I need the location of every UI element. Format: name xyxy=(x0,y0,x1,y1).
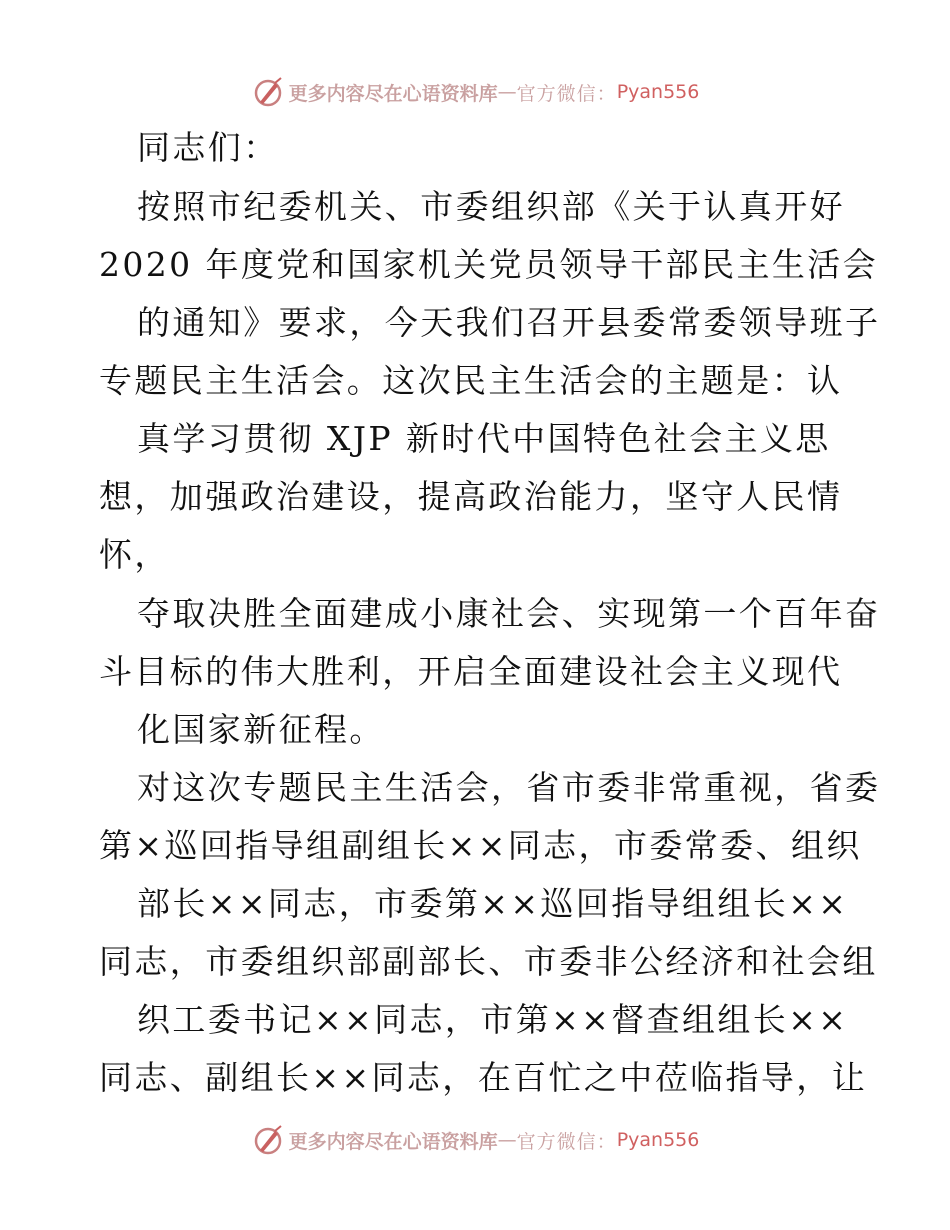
text-line: 2020 年度党和国家机关党员领导干部民主生活会 xyxy=(99,245,879,284)
watermark-dash: — xyxy=(497,1129,517,1151)
text-line: 同志、副组长××同志，在百忙之中莅临指导，让 xyxy=(99,1058,868,1097)
watermark-brand: 更多内容尽在心语资料库 xyxy=(288,1130,498,1153)
text-line: 夺取决胜全面建成小康社会、实现第一个百年奋 xyxy=(137,594,881,633)
footer-watermark xyxy=(0,1120,950,1160)
text-line: 织工委书记××同志，市第××督查组组长×× xyxy=(137,1000,849,1039)
text-line: 怀， xyxy=(99,535,170,574)
text-line: 想，加强政治建设，提高政治能力，坚守人民情 xyxy=(99,477,843,516)
salutation: 同志们： xyxy=(137,128,279,167)
text-line: 斗目标的伟大胜利，开启全面建设社会主义现代 xyxy=(99,652,843,691)
text-line: 的通知》要求，今天我们召开县委常委领导班子 xyxy=(137,303,881,342)
text-line: 专题民主生活会。这次民主生活会的主题是：认 xyxy=(99,361,843,400)
header-watermark xyxy=(0,72,950,112)
text-line: 对这次专题民主生活会，省市委非常重视，省委 xyxy=(137,768,881,807)
quill-logo-icon xyxy=(251,1123,285,1157)
text-line: 按照市纪委机关、市委组织部《关于认真开好 xyxy=(137,187,845,226)
text-line: 第×巡回指导组副组长××同志，市委常委、组织 xyxy=(99,826,862,865)
watermark-brand: 更多内容尽在心语资料库 xyxy=(288,82,498,105)
watermark-wechat-id: Pyan556 xyxy=(616,81,700,103)
text-line: 化国家新征程。 xyxy=(137,710,385,749)
text-line: 真学习贯彻 XJP 新时代中国特色社会主义思 xyxy=(137,419,831,458)
watermark-official-label: 官方微信： xyxy=(516,1130,617,1153)
watermark-official-label: 官方微信： xyxy=(516,82,617,105)
text-line: 部长××同志，市委第××巡回指导组组长×× xyxy=(137,884,849,923)
watermark-dash: — xyxy=(497,81,517,103)
quill-logo-icon xyxy=(251,75,285,109)
watermark-wechat-id: Pyan556 xyxy=(616,1129,700,1151)
text-line: 同志，市委组织部副部长、市委非公经济和社会组 xyxy=(99,942,878,981)
